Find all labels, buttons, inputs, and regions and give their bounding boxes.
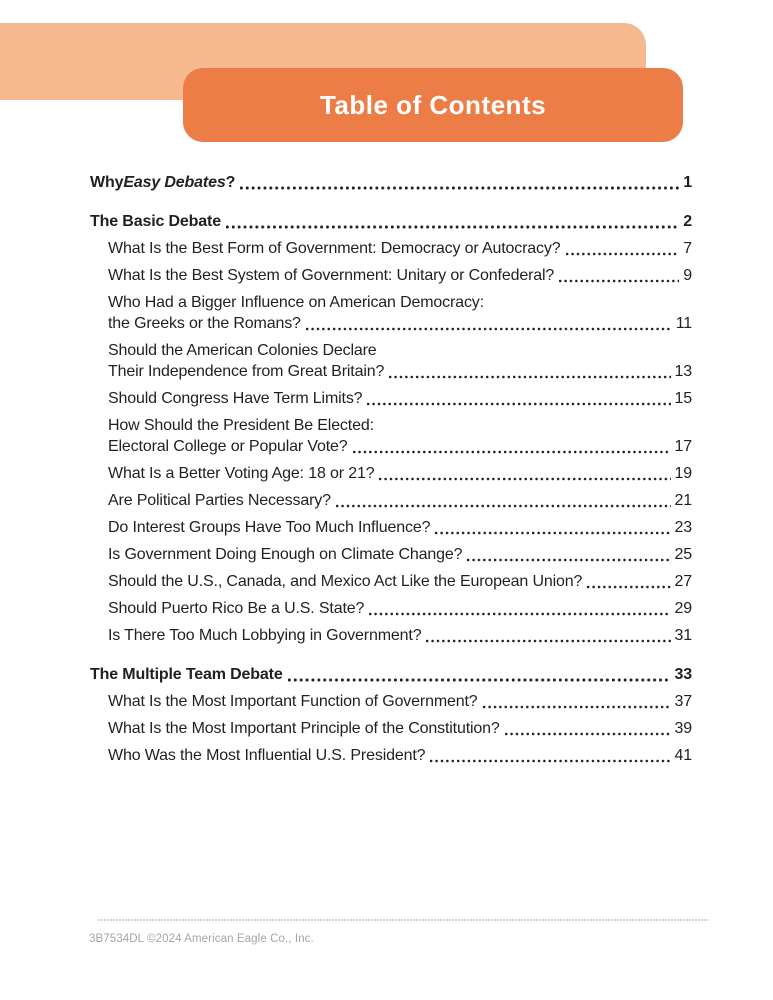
dot-leader [426,639,670,643]
toc-entry-text: Electoral College or Popular Vote? [108,438,348,455]
toc-list [90,172,692,772]
toc-entry [90,691,692,712]
page-number: 7 [683,240,692,257]
toc-entry-text: Do Interest Groups Have Too Much Influence? [108,519,431,536]
page-number: 21 [674,492,692,509]
toc-line [108,598,692,619]
toc-entry-text: What Is the Most Important Function of Government? [108,693,478,710]
toc-entry-text: What Is the Best System of Government: Unitary or Confederal? [108,267,555,284]
toc-entry-text: What Is a Better Voting Age: 18 or 21? [108,465,375,482]
dot-leader [379,477,670,481]
toc-line [108,571,692,592]
dot-leader [430,759,670,763]
toc-entry-text: Their Independence from Great Britain? [108,363,385,380]
toc-entry [90,388,692,409]
toc-entry-text: Who Was the Most Influential U.S. President? [108,747,426,764]
toc-line [108,625,692,646]
toc-line [90,664,692,685]
toc-line [108,490,692,511]
toc-entry [90,463,692,484]
toc-entry [90,571,692,592]
toc-entry [90,664,692,685]
toc-entry [90,265,692,286]
toc-entry [90,517,692,538]
toc-entry [90,718,692,739]
toc-entry-text: Who Had a Bigger Influence on American Democracy: [108,294,484,311]
dot-leader [566,252,680,256]
page-number: 11 [675,315,692,332]
page-number: 19 [674,465,692,482]
footer-divider [98,919,708,921]
page-number: 33 [674,666,692,683]
dot-leader [288,678,671,682]
toc-entry [90,292,692,334]
dot-leader [306,327,672,331]
toc-entry-text: The Multiple Team Debate [90,666,283,683]
toc-line [108,415,692,436]
toc-entry [90,625,692,646]
toc-line [108,388,692,409]
toc-entry-text: Are Political Parties Necessary? [108,492,331,509]
toc-entry-text: ? [225,174,236,191]
toc-entry-text: The Basic Debate [90,213,221,230]
toc-line [108,265,692,286]
toc-entry [90,415,692,457]
page-number: 9 [683,267,692,284]
toc-line [108,463,692,484]
toc-entry-text: Easy Debates [123,174,226,191]
dot-leader [240,186,679,190]
toc-line [108,691,692,712]
toc-entry [90,238,692,259]
toc-entry-text: Should the American Colonies Declare [108,342,377,359]
dot-leader [467,558,670,562]
toc-line [90,211,692,232]
toc-entry-text: How Should the President Be Elected: [108,417,374,434]
dot-leader [369,612,670,616]
toc-line [108,340,692,361]
page-number: 41 [674,747,692,764]
dot-leader [587,585,670,589]
toc-entry [90,490,692,511]
dot-leader [435,531,670,535]
dot-leader [353,450,671,454]
toc-entry-text: the Greeks or the Romans? [108,315,301,332]
dot-leader [336,504,671,508]
toc-line [108,436,692,457]
toc-line [90,172,692,193]
page-title: Table of Contents [319,89,547,120]
toc-line [108,718,692,739]
page-number: 31 [674,627,692,644]
page-number: 39 [674,720,692,737]
toc-entry-text: What Is the Most Important Principle of the Constitution? [108,720,500,737]
toc-entry [90,745,692,766]
toc-entry [90,172,692,193]
toc-entry-text: Is There Too Much Lobbying in Government? [108,627,422,644]
toc-entry-text: Should Puerto Rico Be a U.S. State? [108,600,365,617]
dot-leader [505,732,671,736]
toc-line [108,238,692,259]
dot-leader [367,402,670,406]
dot-leader [389,375,670,379]
toc-entry [90,544,692,565]
title-box [183,68,683,142]
toc-entry-text: What Is the Best Form of Government: Democracy or Autocracy? [108,240,561,257]
toc-line [108,292,692,313]
page-number: 37 [674,693,692,710]
dot-leader [559,279,679,283]
page-number: 25 [674,546,692,563]
toc-entry [90,340,692,382]
toc-line [108,544,692,565]
page-number: 23 [674,519,692,536]
toc-entry [90,211,692,232]
page-number: 29 [674,600,692,617]
page-number: 15 [674,390,692,407]
toc-entry-text: Should Congress Have Term Limits? [108,390,363,407]
page-number: 1 [683,174,692,191]
toc-line [108,361,692,382]
page-number: 2 [683,213,692,230]
dot-leader [226,225,679,229]
footer-credit: 3B7534DL ©2024 American Eagle Co., Inc. [89,933,314,945]
toc-entry-text: Should the U.S., Canada, and Mexico Act Like the European Union? [108,573,583,590]
page-number: 13 [674,363,692,380]
toc-line [108,517,692,538]
page-number: 27 [674,573,692,590]
toc-entry-text: Why [90,174,124,191]
toc-line [108,313,692,334]
toc-line [108,745,692,766]
toc-entry [90,598,692,619]
toc-entry-text: Is Government Doing Enough on Climate Change? [108,546,463,563]
page-number: 17 [674,438,692,455]
dot-leader [483,705,671,709]
